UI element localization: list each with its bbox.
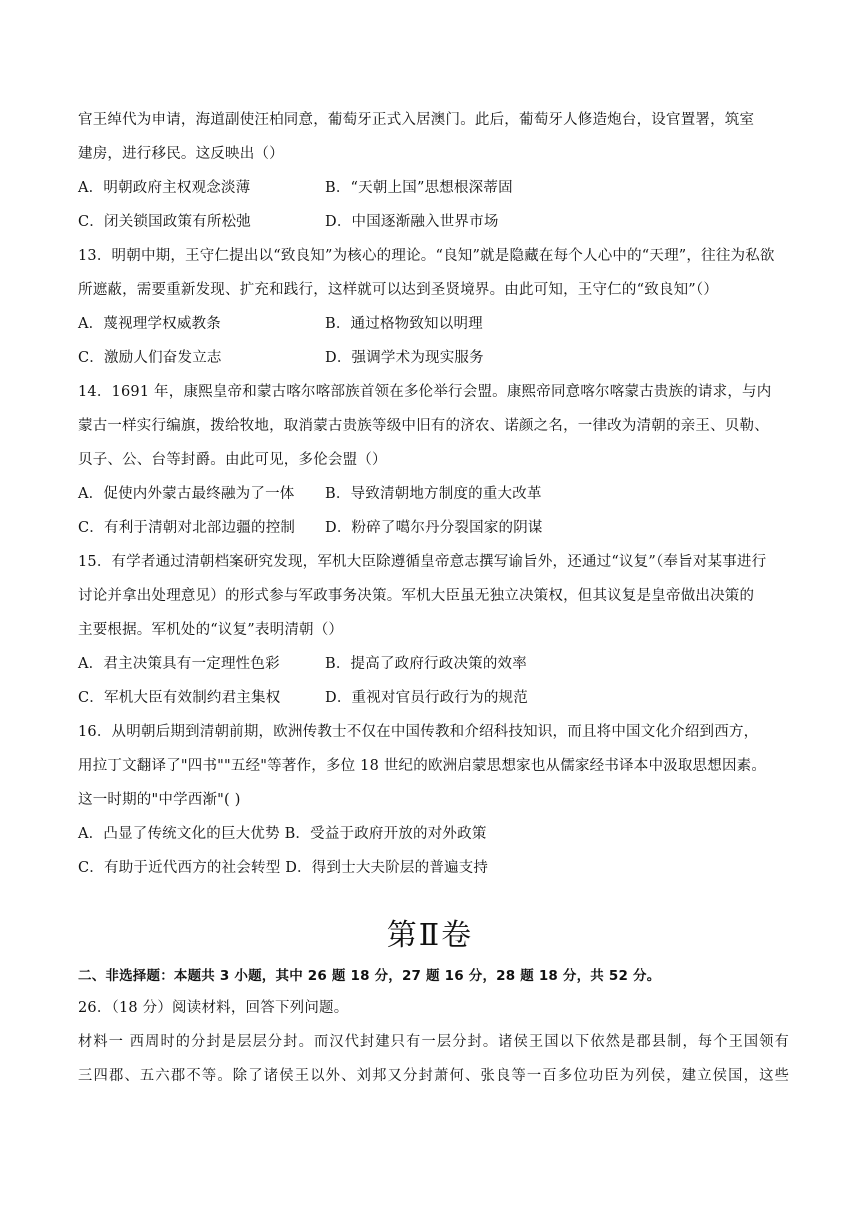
q12-option-c[interactable]: C．闭关锁国政策有所松弛	[78, 214, 251, 230]
q12-text-line2: 建房，进行移民。这反映出（）	[78, 146, 284, 162]
q13-text-line2: 所遮蔽，需要重新发现、扩充和践行，这样就可以达到圣贤境界。由此可知，王守仁的“致良知”（）	[78, 282, 719, 298]
material1-line2: 三四郡、五六郡不等。除了诸侯王以外、刘邦又分封萧何、张良等一百多位功臣为列侯，建立侯国，这些	[78, 1068, 791, 1084]
q14-option-d[interactable]: D．粉碎了噶尔丹分裂国家的阴谋	[325, 520, 543, 536]
part2-title: 第Ⅱ卷	[386, 918, 474, 953]
q14-text-line3: 贝子、公、台等封爵。由此可见，多伦会盟（）	[78, 452, 387, 468]
section-heading: 二、非选择题：本题共 3 小题，其中 26 题 18 分，27 题 16 分，28 题 18 分，共 52 分。	[78, 968, 661, 984]
material1-line1: 材料一 西周时的分封是层层分封。而汉代封建只有一层分封。诸侯王国以下依然是郡县制，每个王国领有	[78, 1034, 790, 1050]
q13-option-b[interactable]: B．通过格物致知以明理	[325, 316, 483, 332]
q14-text-line2: 蒙古一样实行编旗，拨给牧地，取消蒙古贵族等级中旧有的济农、诺颜之名，一律改为清朝的亲王、贝勒、	[78, 418, 769, 434]
q16-options-ab[interactable]: A．凸显了传统文化的巨大优势 B．受益于政府开放的对外政策	[78, 826, 487, 842]
q15-text-line3: 主要根据。军机处的“议复”表明清朝（）	[78, 622, 344, 638]
q12-option-d[interactable]: D．中国逐渐融入世界市场	[325, 214, 499, 230]
q16-text-line1: 16．从明朝后期到清朝前期，欧洲传教士不仅在中国传教和介绍科技知识，而且将中国文化介绍到西方，	[78, 724, 759, 740]
q15-option-a[interactable]: A．君主决策具有一定理性色彩	[78, 656, 280, 672]
q14-option-a[interactable]: A．促使内外蒙古最终融为了一体	[78, 486, 295, 502]
q16-options-cd[interactable]: C．有助于近代西方的社会转型 D．得到士大夫阶层的普遍支持	[78, 860, 489, 876]
q15-text-line2: 讨论并拿出处理意见）的形式参与军政事务决策。军机大臣虽无独立决策权，但其议复是皇帝做出决策的	[78, 588, 755, 604]
q15-option-b[interactable]: B．提高了政府行政决策的效率	[325, 656, 527, 672]
q16-text-line2: 用拉丁文翻译了"四书""五经"等著作，多位 18 世纪的欧洲启蒙思想家也从儒家经书译本中汲取思想因素。	[78, 758, 767, 774]
q13-text-line1: 13．明朝中期，王守仁提出以“致良知”为核心的理论。“良知”就是隐藏在每个人心中的“天理”，往往为私欲	[78, 248, 775, 264]
q14-option-b[interactable]: B．导致清朝地方制度的重大改革	[325, 486, 542, 502]
q12-text-line1: 官王绰代为申请，海道副使汪柏同意，葡萄牙正式入居澳门。此后，葡萄牙人修造炮台，设官置署，筑室	[78, 112, 755, 128]
q13-option-d[interactable]: D．强调学术为现实服务	[325, 350, 484, 366]
q14-option-c[interactable]: C．有利于清朝对北部边疆的控制	[78, 520, 296, 536]
q26-prompt: 26．（18 分）阅读材料，回答下列问题。	[78, 1000, 349, 1016]
q15-option-c[interactable]: C．军机大臣有效制约君主集权	[78, 690, 281, 706]
q14-text-line1: 14．1691 年，康熙皇帝和蒙古喀尔喀部族首领在多伦举行会盟。康熙帝同意喀尔喀蒙古贵族的请求，与内	[78, 384, 772, 400]
q15-text-line1: 15．有学者通过清朝档案研究发现，军机大臣除遵循皇帝意志撰写谕旨外，还通过“议复”（奉旨对某事进行	[78, 554, 767, 570]
q12-option-b[interactable]: B．“天朝上国”思想根深蒂固	[325, 180, 513, 196]
q16-text-line3: 这一时期的"中学西渐"( )	[78, 792, 241, 808]
q12-option-a[interactable]: A．明朝政府主权观念淡薄	[78, 180, 251, 196]
q13-option-c[interactable]: C．激励人们奋发立志	[78, 350, 222, 366]
q15-option-d[interactable]: D．重视对官员行政行为的规范	[325, 690, 528, 706]
q13-option-a[interactable]: A．蔑视理学权威教条	[78, 316, 221, 332]
